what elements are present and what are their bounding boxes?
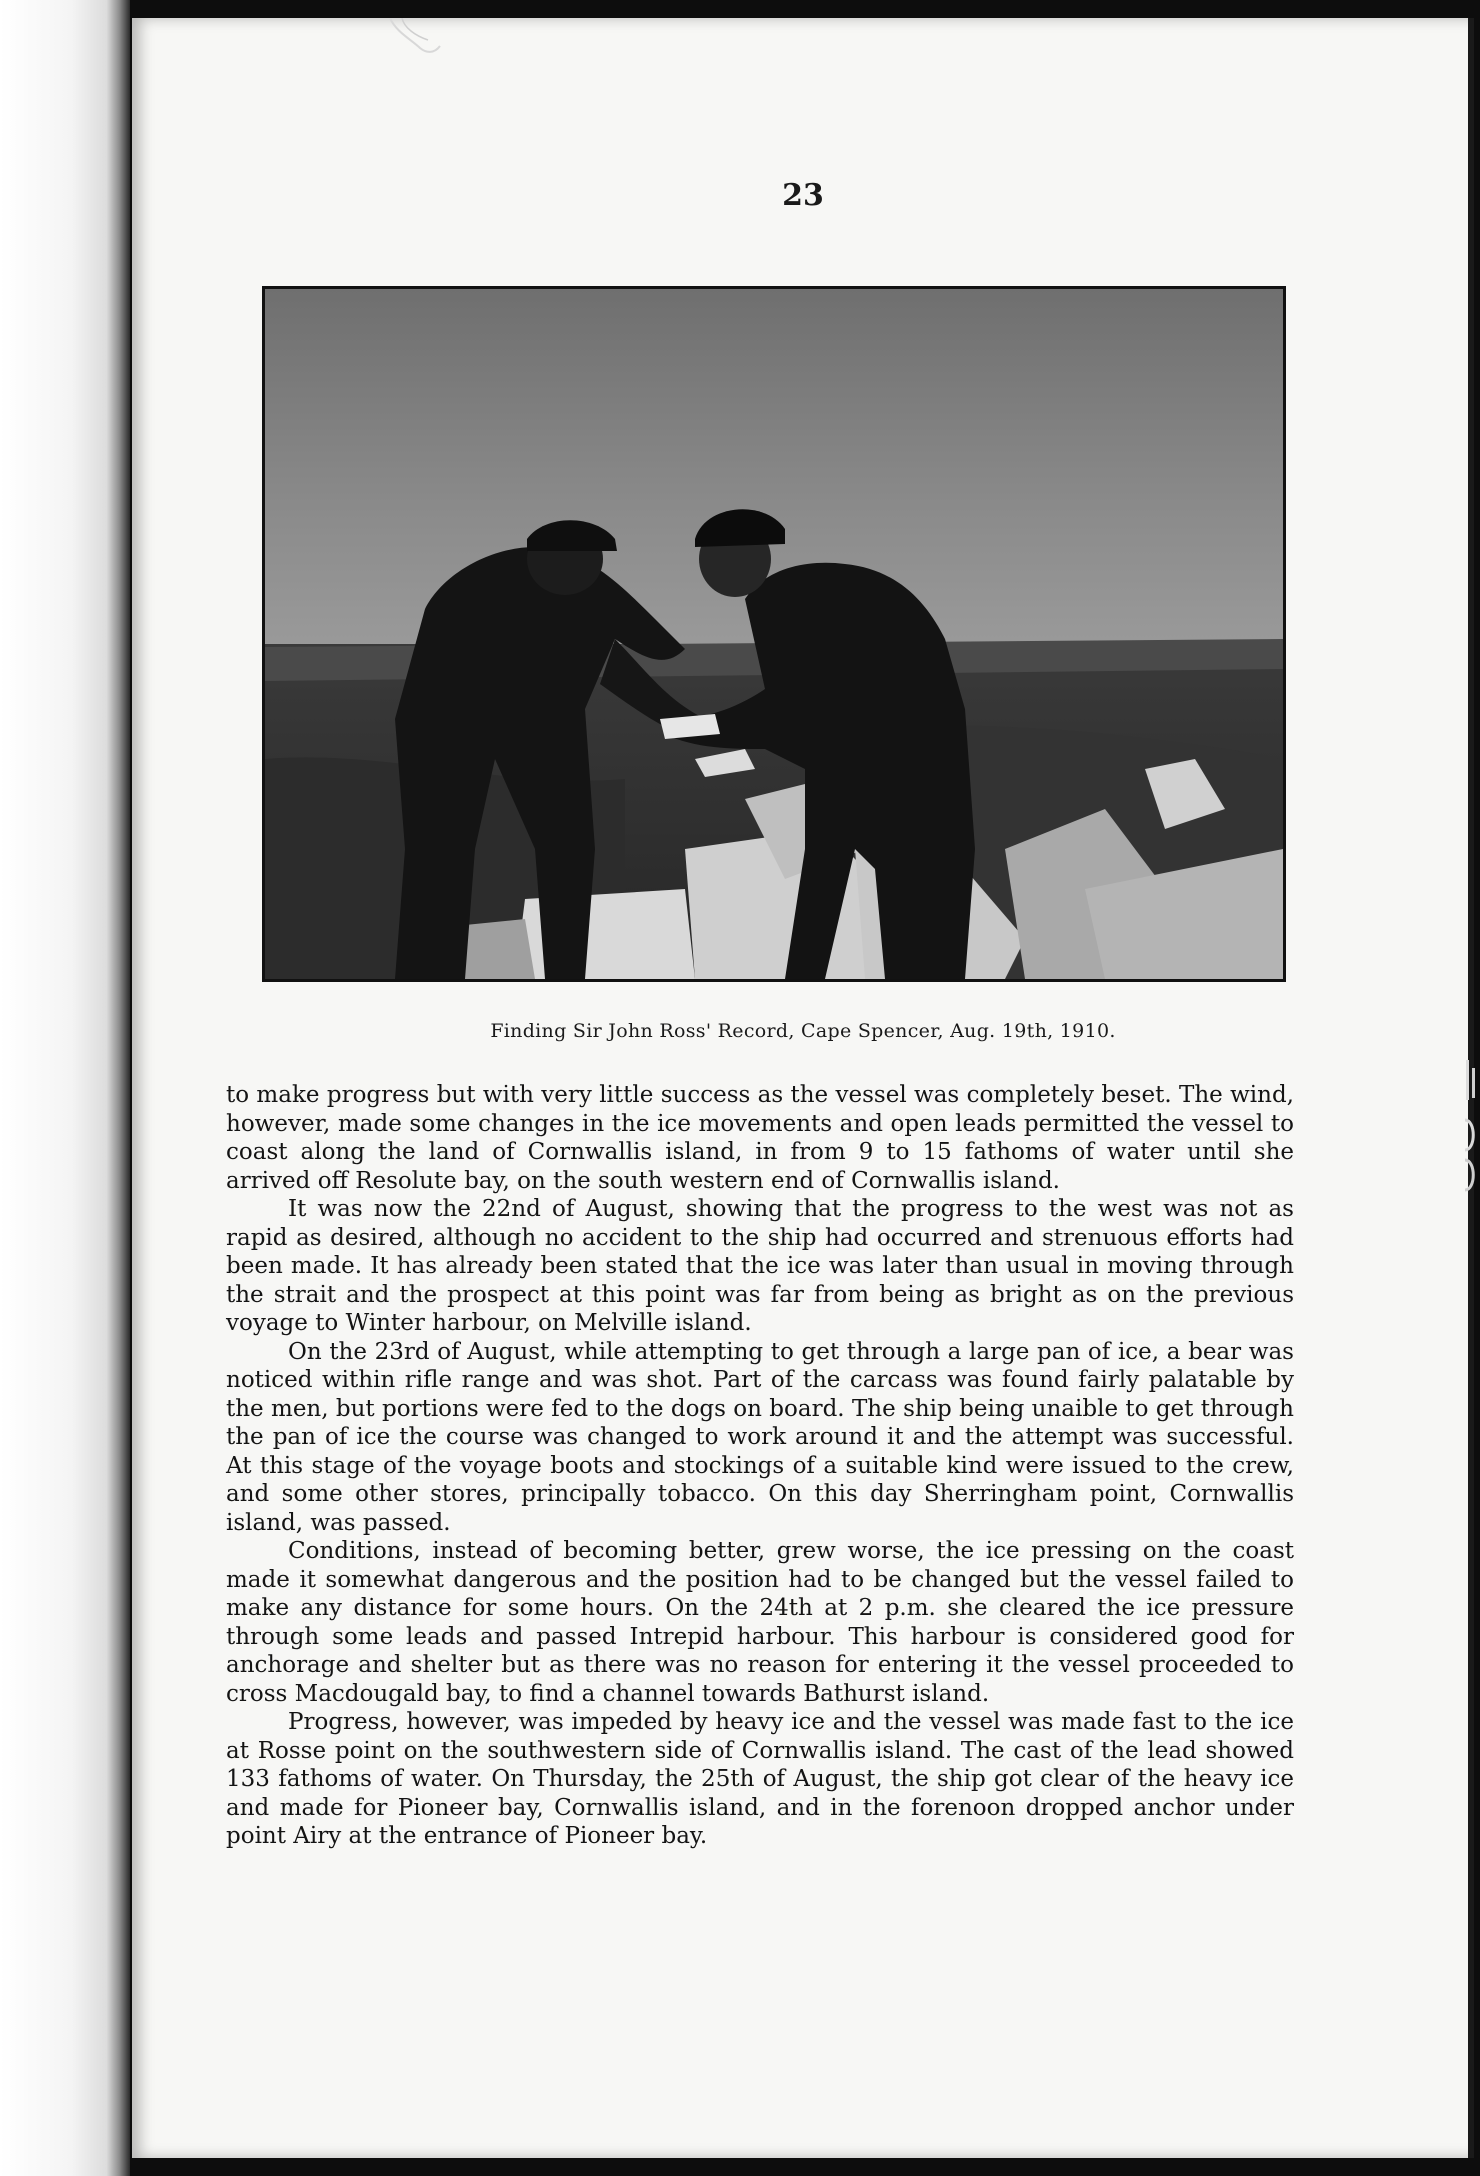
photograph: [262, 286, 1286, 982]
photograph-two-men-lifting-ice-blocks-icon: [265, 289, 1283, 979]
page-number: 23: [782, 178, 824, 213]
photo-caption: Finding Sir John Ross' Record, Cape Spencer, Aug. 19th, 1910.: [490, 1020, 1116, 1042]
paragraph-4: Conditions, instead of becoming better, grew worse, the ice pressing on the coast made it somewhat dangerous and the position had to be changed but the vessel failed to make any distance for some hours. On the 24th at 2 p.m. she cleared the ice pressure through some leads and passed Intrepid harbour. This harbour is considered good for anchorage and shelter but as there was no reason for entering it the vessel proceeded to cross Macdougald bay, to find a channel towards Bathurst island.: [226, 1538, 1294, 1707]
binding-thread-icon: [382, 18, 442, 58]
margin-marks-icon: [1462, 1060, 1480, 1200]
book-binding-edge: [0, 0, 130, 2176]
body-text: [226, 1081, 1294, 1851]
paragraph-1: to make progress but with very little success as the vessel was completely beset. The wind, however, made some changes in the ice movements and open leads permitted the vessel to coast along the land of Cornwallis island, in from 9 to 15 fathoms of water until she arrived off Resolute bay, on the south western end of Cornwallis island.: [226, 1082, 1294, 1194]
paragraph-2: It was now the 22nd of August, showing that the progress to the west was not as rapid as desired, although no accident to the ship had occurred and strenuous efforts had been made. It has already been stated that the ice was later than usual in moving through the strait and the prospect at this point was far from being as bright as on the previous voyage to Winter harbour, on Melville island.: [226, 1196, 1294, 1336]
paragraph-5: Progress, however, was impeded by heavy ice and the vessel was made fast to the ice at Rosse point on the southwestern side of Cornwallis island. The cast of the lead showed 133 fathoms of water. On Thursday, the 25th of August, the ship got clear of the heavy ice and made for Pioneer bay, Cornwallis island, and in the forenoon dropped anchor under point Airy at the entrance of Pioneer bay.: [226, 1709, 1294, 1849]
paragraph-3: On the 23rd of August, while attempting to get through a large pan of ice, a bear was noticed within rifle range and was shot. Part of the carcass was found fairly palatable by the men, but portions were fed to the dogs on board. The ship being unaible to get through the pan of ice the course was changed to work around it and the attempt was successful. At this stage of the voyage boots and stockings of a suitable kind were issued to the crew, and some other stores, principally tobacco. On this day Sherringham point, Cornwallis island, was passed.: [226, 1338, 1294, 1536]
book-page: [132, 18, 1474, 2158]
